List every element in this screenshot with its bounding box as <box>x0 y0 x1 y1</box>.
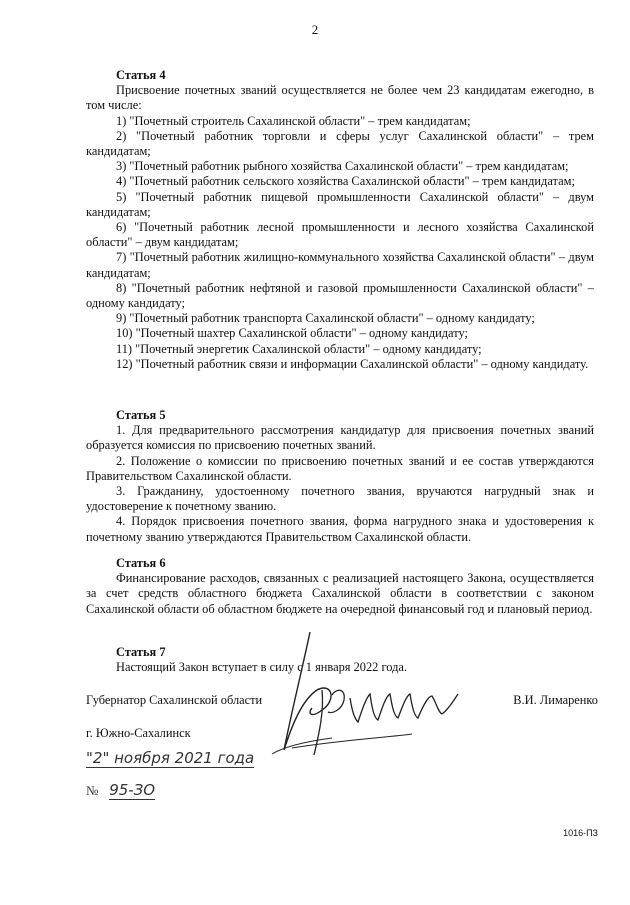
article-7-text: Настоящий Закон вступает в силу с 1 января 2022 года. <box>116 660 407 675</box>
handwritten-date <box>86 749 254 768</box>
article-4-item-4: 4) "Почетный работник сельского хозяйства Сахалинской области" – трем кандидатам; <box>116 174 575 189</box>
article-4-item-11: 11) "Почетный энергетик Сахалинской области" – одному кандидату; <box>116 341 482 356</box>
article-4-item-3: 3) "Почетный работник рыбного хозяйства Сахалинской области" – трем кандидатам; <box>116 159 569 174</box>
date-value: "2" ноября 2021 года <box>86 749 255 767</box>
number-value: 95-ЗО <box>109 781 156 799</box>
article-4-intro: Присвоение почетных званий осуществляется не более чем 23 кандидатам ежегодно, в том числе: <box>86 83 594 113</box>
document-code: 1016-ПЗ <box>563 828 598 838</box>
article-5-item-4: 4. Порядок присвоения почетного звания, форма нагрудного знака и удостоверения к почетному званию утверждаются Правительством Сахалинской области. <box>86 514 594 544</box>
article-5-item-3: 3. Гражданину, удостоенному почетного звания, вручаются нагрудный знак и удостоверение к почетному званию. <box>86 484 594 514</box>
article-4-item-5: 5) "Почетный работник пищевой промышленности Сахалинской области" – двум кандидатам; <box>86 189 594 219</box>
number-prefix: № <box>86 783 99 798</box>
article-5 <box>86 408 594 545</box>
article-6 <box>86 556 594 617</box>
article-4-item-10: 10) "Почетный шахтер Сахалинской области" – одному кандидату; <box>116 326 468 341</box>
article-4-item-1: 1) "Почетный строитель Сахалинской области" – трем кандидатам; <box>116 113 471 128</box>
article-7-title: Статья 7 <box>116 645 166 659</box>
article-6-title: Статья 6 <box>116 556 166 570</box>
handwritten-signature <box>262 630 482 770</box>
city: г. Южно-Сахалинск <box>86 726 191 740</box>
article-4-item-8: 8) "Почетный работник нефтяной и газовой промышленности Сахалинской области" – одному кандидату; <box>86 280 594 311</box>
article-5-item-2: 2. Положение о комиссии по присвоению почетных званий и ее состав утверждаются Правительством Сахалинской области. <box>86 453 594 483</box>
article-4-item-2: 2) "Почетный работник торговли и сферы услуг Сахалинской области" – трем кандидатам; <box>86 128 594 159</box>
article-4-item-12: 12) "Почетный работник связи и информации Сахалинской области" – одному кандидату. <box>116 356 589 371</box>
article-5-item-1: 1. Для предварительного рассмотрения кандидатур для присвоения почетных званий образуется комиссия по присвоению почетных званий. <box>86 423 594 453</box>
signer-name: В.И. Лимаренко <box>513 693 598 707</box>
article-4-item-7: 7) "Почетный работник жилищно-коммунального хозяйства Сахалинской области" – двум кандидатам; <box>86 250 594 280</box>
article-4 <box>86 68 594 372</box>
article-5-title: Статья 5 <box>116 408 166 422</box>
handwritten-number <box>86 781 155 800</box>
article-6-text: Финансирование расходов, связанных с реализацией настоящего Закона, осуществляется за счет средств областного бюджета Сахалинской области в соответствии с законом Сахалинской области об областном бюджете на очередной финансовый год и плановый период. <box>86 571 594 616</box>
signer-position: Губернатор Сахалинской области <box>86 693 263 707</box>
page-number: 2 <box>311 22 319 37</box>
article-4-title: Статья 4 <box>116 68 166 82</box>
article-4-item-6: 6) "Почетный работник лесной промышленности и лесного хозяйства Сахалинской области" – двум кандидатам; <box>86 220 594 250</box>
article-4-item-9: 9) "Почетный работник транспорта Сахалинской области" – одному кандидату; <box>116 311 535 326</box>
